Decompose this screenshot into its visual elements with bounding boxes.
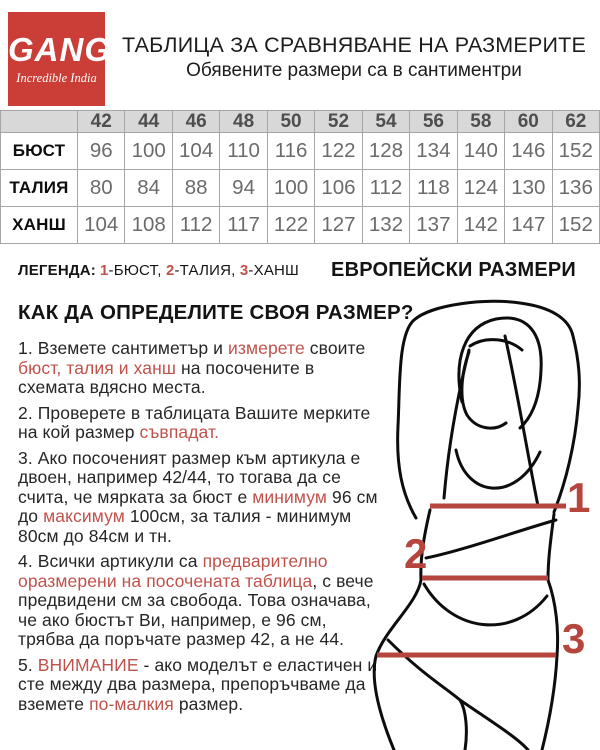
measurement-cell: 104 [78,207,125,244]
legend-label: ЛЕГЕНДА: [18,262,96,279]
instructions-list [18,339,380,720]
instruction-text: 4. Всички артикули са [18,551,203,571]
measurement-cell: 137 [410,207,457,244]
size-table-header-row [1,111,600,133]
measurement-cell: 122 [267,207,314,244]
measurement-cell: 136 [552,170,599,207]
measurement-cell: 96 [78,133,125,170]
instruction-text: 2. Проверете в таблицата Вашите мерките на кой размер [18,402,371,442]
legend-item-number: 1 [99,262,109,279]
instruction-item [18,339,380,398]
legend-item-text: -БЮСТ, [108,262,166,279]
measurement-row [1,207,600,244]
instruction-text: своите [304,338,366,358]
measurement-cell: 124 [457,170,504,207]
measurement-cell: 142 [457,207,504,244]
instruction-highlight: минимум [252,486,328,507]
measurement-cell: 147 [505,207,552,244]
measurement-cell: 112 [362,170,409,207]
instruction-highlight: максимум [43,506,125,526]
measurement-row [1,133,600,170]
measurement-cell: 140 [457,133,504,170]
brand-tagline: Incredible India [16,71,97,85]
measurement-cell: 88 [172,170,219,207]
legend-item-number: 3 [239,262,249,279]
waist-marker: 2 [404,530,428,577]
instruction-text: 3. Ако посоченият размер към артикула е двоен, например 42/44, то тогава да се счита, че мярката за бюст е [18,447,361,507]
page-subtitle: Обявените размери са в сантиментри [186,60,522,81]
instruction-highlight: ВНИМАНИЕ [37,654,139,675]
size-col-header: 46 [172,111,219,133]
instruction-highlight: предварително оразмерени на посочената таблица [18,551,328,591]
instruction-text: 5. [18,654,38,675]
measurement-cell: 108 [125,207,172,244]
size-col-header: 44 [125,111,172,133]
page-title: ТАБЛИЦА ЗА СРАВНЯВАНЕ НА РАЗМЕРИТЕ [121,33,587,57]
measurement-cell: 117 [220,207,267,244]
measurement-row-label: ТАЛИЯ [1,170,78,207]
measurement-cell: 122 [315,133,362,170]
instruction-text: 100см, за талия - минимум 80см до 84см и тн. [18,506,352,546]
instruction-text: размер. [173,693,244,714]
instruction-text: на посочените в схемата вдясно места. [18,357,315,397]
legend-items [100,262,299,279]
measurement-cell: 84 [125,170,172,207]
size-col-header: 52 [315,111,362,133]
measurement-cell: 100 [125,133,172,170]
size-col-header: 56 [410,111,457,133]
measurement-cell: 100 [267,170,314,207]
header [110,33,598,82]
instruction-item [18,552,380,650]
legend [18,262,299,279]
measurement-cell: 152 [552,133,599,170]
measurement-cell: 127 [315,207,362,244]
measurement-cell: 112 [172,207,219,244]
measurement-cell: 116 [267,133,314,170]
measurement-cell: 146 [505,133,552,170]
instruction-highlight: измерете [228,338,305,358]
size-table-corner-cell [1,111,78,133]
brand-name: GANG [8,31,111,68]
instruction-text: , с вече предвидени см за свобода. Това означава, че ако бюстът Ви, например, е 96 см, трябва да поръчате размер 42, а не 44. [18,570,374,649]
measurement-cell: 110 [220,133,267,170]
measurement-cell: 130 [505,170,552,207]
european-sizes-title: ЕВРОПЕЙСКИ РАЗМЕРИ [331,259,576,281]
instruction-highlight: по-малкия [89,693,174,714]
measurement-cell: 152 [552,207,599,244]
instruction-highlight: съвпадат. [139,422,220,442]
measurement-figure [370,298,600,750]
measurement-cell: 128 [362,133,409,170]
measurement-cell: 132 [362,207,409,244]
size-col-header: 50 [267,111,314,133]
instruction-text: 96 см до [18,486,378,526]
measurement-cell: 106 [315,170,362,207]
instruction-item [18,404,380,443]
section-heading: КАК ДА ОПРЕДЕЛИТЕ СВОЯ РАЗМЕР? [18,301,414,324]
size-col-header: 48 [220,111,267,133]
measurement-cell: 134 [410,133,457,170]
measurement-row-label: БЮСТ [1,133,78,170]
measurement-cell: 94 [220,170,267,207]
legend-item-text: -ХАНШ [248,262,300,279]
measurement-row [1,170,600,207]
size-col-header: 42 [78,111,125,133]
instruction-item [18,656,380,715]
size-comparison-table [0,110,600,244]
instruction-item [18,449,380,547]
measurement-cell: 80 [78,170,125,207]
bust-marker: 1 [567,474,591,521]
instruction-highlight: бюст, талия и ханш [18,357,177,378]
brand-logo [8,12,111,106]
body-outline-illustration [370,298,600,750]
legend-row [18,259,576,282]
size-col-header: 62 [552,111,599,133]
measurement-row-label: ХАНШ [1,207,78,244]
instruction-text: 1. Вземете сантиметър и [18,338,228,358]
size-col-header: 54 [362,111,409,133]
measurement-cell: 104 [172,133,219,170]
size-table-body [1,133,600,244]
size-col-header: 60 [505,111,552,133]
size-col-header: 58 [457,111,504,133]
hip-marker: 3 [562,615,586,662]
measurement-cell: 118 [410,170,457,207]
instruction-text: - ако моделът е еластичен и сте между два размера, препоръчваме да вземете [18,654,378,714]
legend-item-number: 2 [165,262,175,279]
legend-item-text: -ТАЛИЯ, [174,262,240,279]
